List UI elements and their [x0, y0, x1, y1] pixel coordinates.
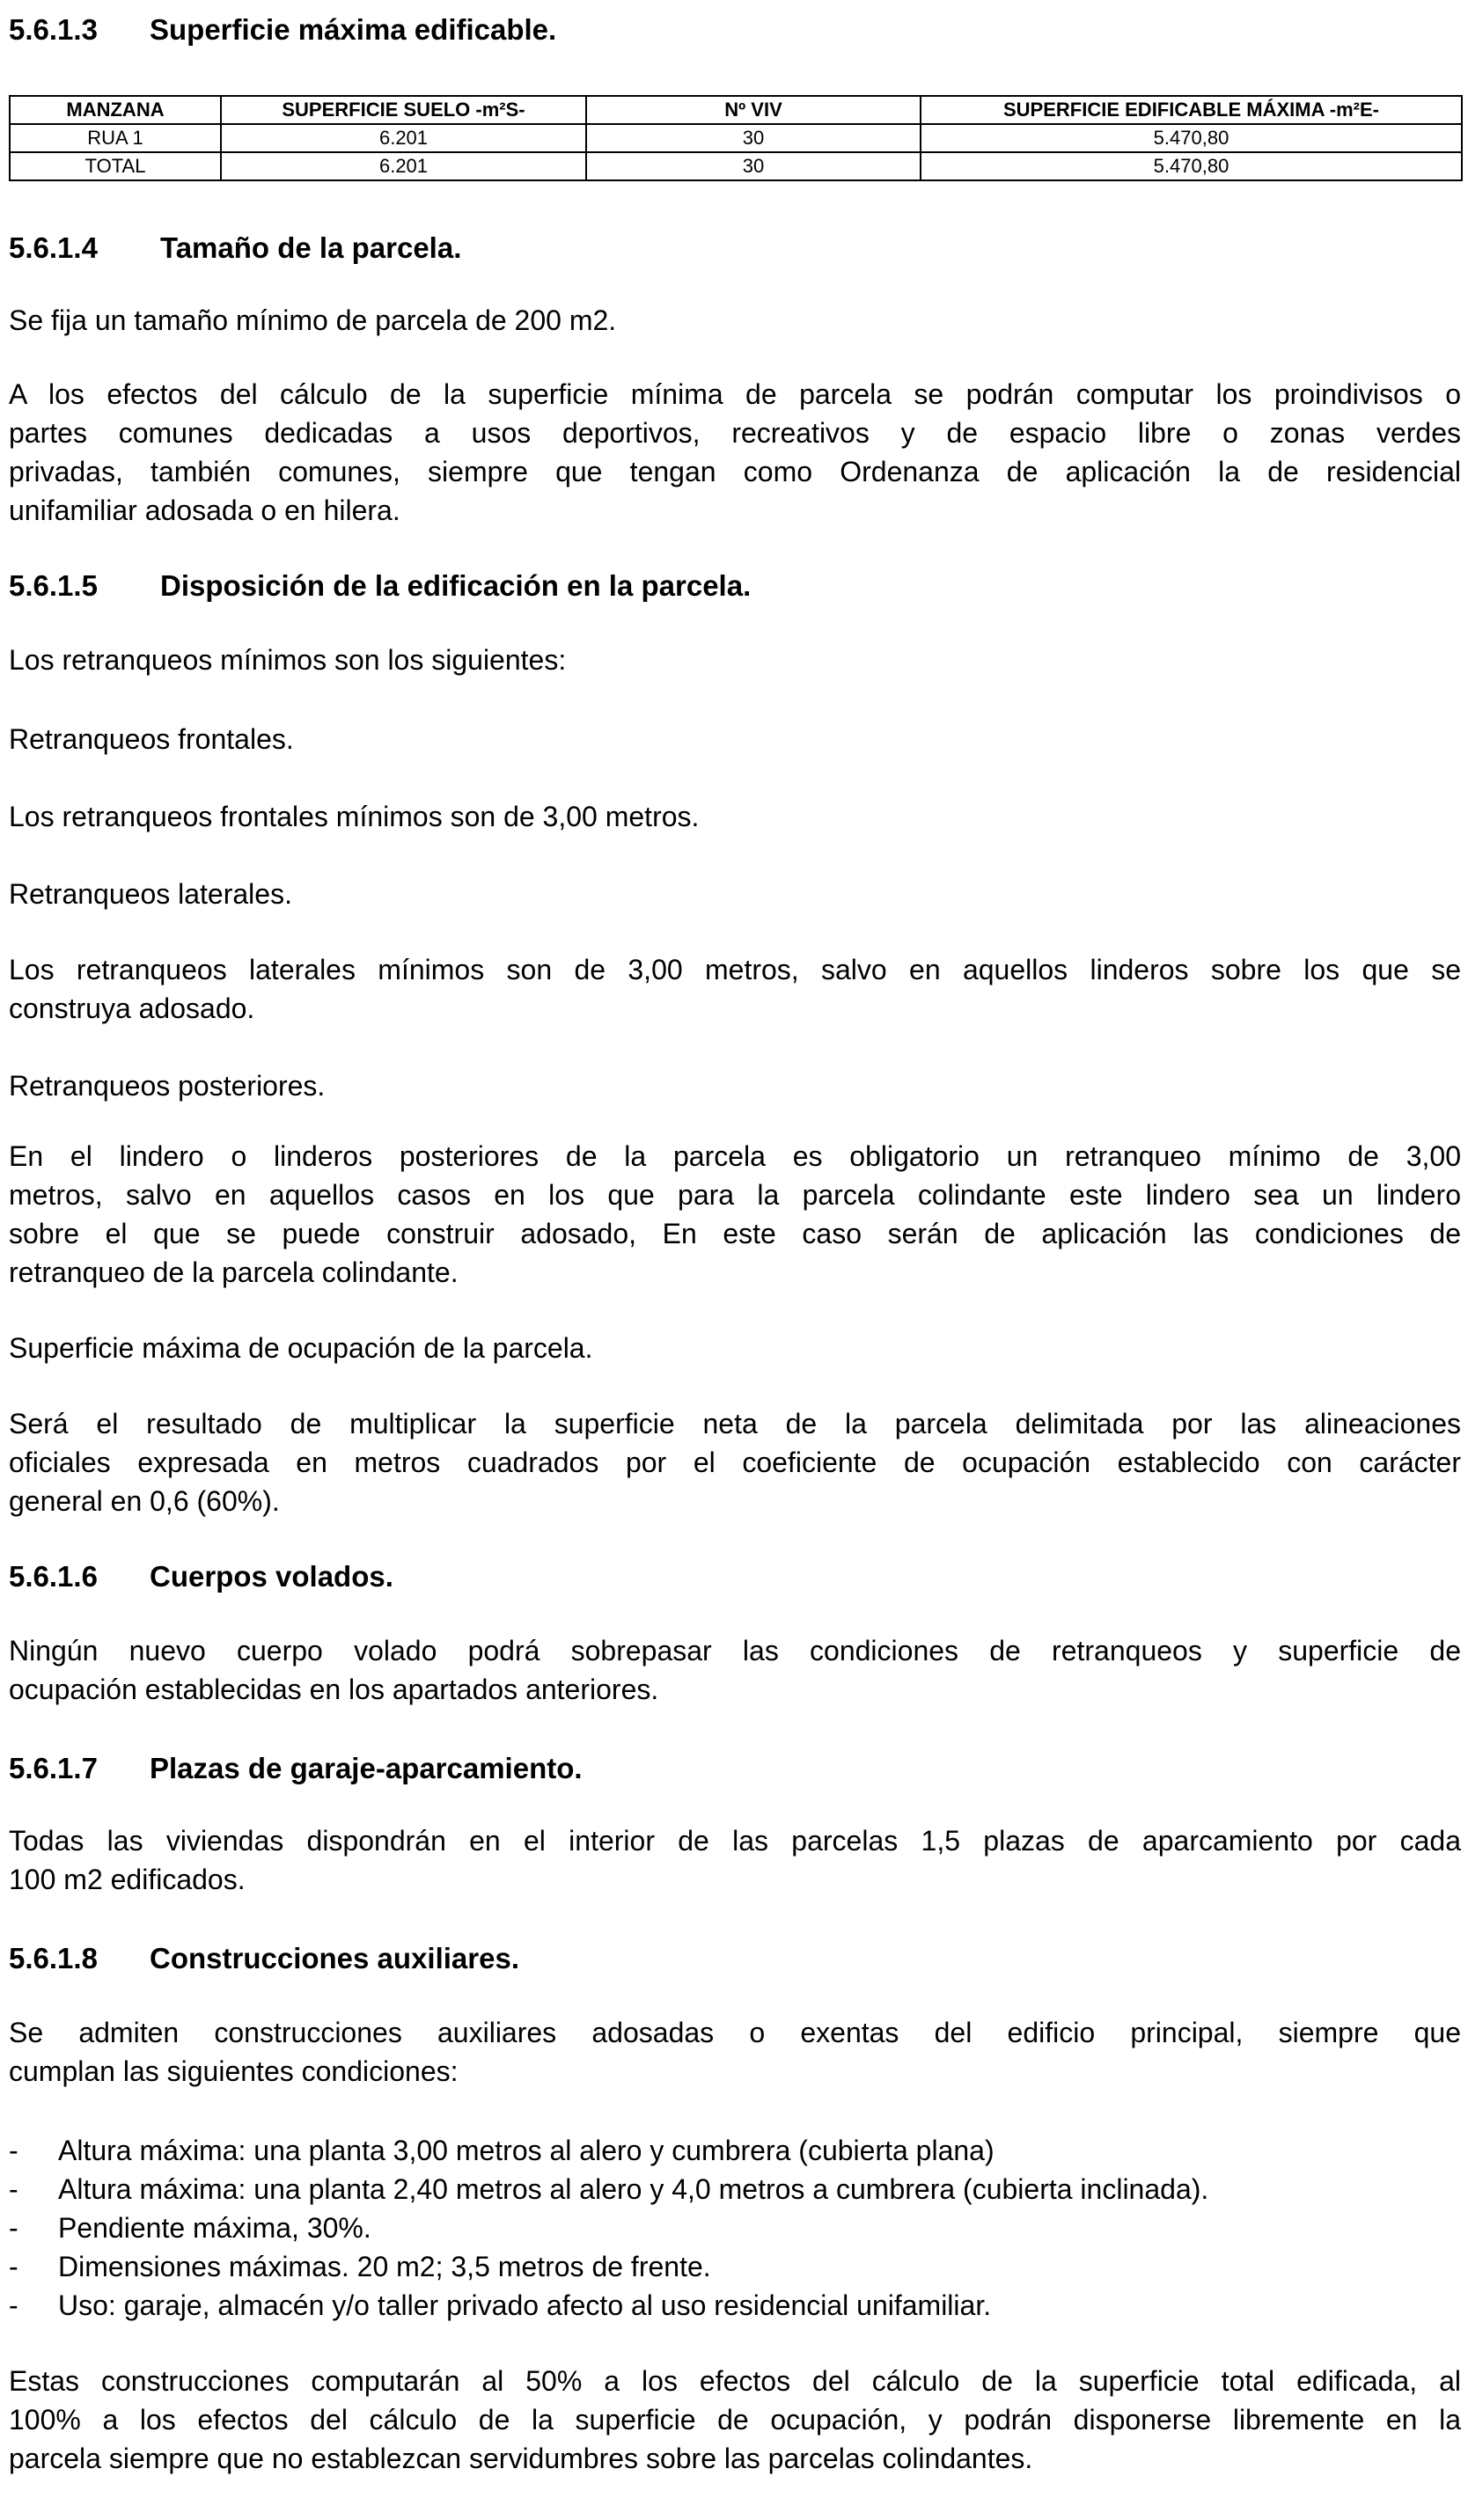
- text-line: privadas, también comunes, siempre que tengan como Ordenanza de aplicación la de residencial: [9, 456, 1461, 487]
- list-item-text: Altura máxima: una planta 3,00 metros al alero y cumbrera (cubierta plana): [58, 2135, 995, 2166]
- text-line: metros, salvo en aquellos casos en los que para la parcela colindante este lindero sea un lindero: [9, 1179, 1461, 1211]
- paragraph: [9, 1137, 1461, 1292]
- text-line: 100% a los efectos del cálculo de la superficie de ocupación, y podrán disponerse libremente en la: [9, 2404, 1461, 2436]
- list-item-text: Altura máxima: una planta 2,40 metros al alero y 4,0 metros a cumbrera (cubierta inclinada).: [58, 2173, 1209, 2205]
- text-line: Los retranqueos laterales mínimos son de 3,00 metros, salvo en aquellos linderos sobre los que se: [9, 954, 1461, 985]
- table-cell: 6.201: [221, 152, 586, 180]
- text-line: unifamiliar adosada o en hilera.: [9, 494, 400, 526]
- text-line: Ningún nuevo cuerpo volado podrá sobrepasar las condiciones de retranqueos y superficie de: [9, 1635, 1461, 1667]
- table-header-row: [10, 96, 1462, 124]
- text-line: general en 0,6 (60%).: [9, 1485, 280, 1517]
- heading-title: Disposición de la edificación en la parcela.: [160, 569, 752, 602]
- heading-5-6-1-5: [9, 568, 751, 604]
- text-line: construya adosado.: [9, 993, 255, 1024]
- heading-title: Plazas de garaje-aparcamiento.: [150, 1752, 583, 1784]
- table-cell: 30: [586, 124, 921, 152]
- list-item-text: Uso: garaje, almacén y/o taller privado afecto al uso residencial unifamiliar.: [58, 2289, 992, 2321]
- paragraph: [9, 1066, 1461, 1105]
- paragraph: [9, 797, 1461, 836]
- bullet-dash: -: [9, 2173, 18, 2205]
- heading-title: Superficie máxima edificable.: [150, 13, 557, 46]
- surface-table: [9, 95, 1463, 181]
- paragraph: [9, 1821, 1461, 1899]
- table-row: [10, 152, 1462, 180]
- bullet-dash: -: [9, 2289, 18, 2321]
- heading-5-6-1-3: [9, 12, 556, 48]
- text-line: ocupación establecidas en los apartados anteriores.: [9, 1674, 659, 1705]
- list-item: [9, 2131, 1461, 2170]
- table-row: [10, 124, 1462, 152]
- paragraph: [9, 301, 1461, 340]
- text-line: 100 m2 edificados.: [9, 1864, 246, 1895]
- heading-title: Tamaño de la parcela.: [160, 231, 462, 264]
- paragraph: [9, 720, 1461, 758]
- paragraph: [9, 1404, 1461, 1520]
- text-line: retranqueo de la parcela colindante.: [9, 1256, 459, 1288]
- bullet-dash: -: [9, 2135, 18, 2166]
- paragraph: [9, 1631, 1461, 1709]
- heading-title: Cuerpos volados.: [150, 1560, 393, 1593]
- text-line: Todas las viviendas dispondrán en el interior de las parcelas 1,5 plazas de aparcamiento por cada: [9, 1825, 1461, 1857]
- list-item-text: Pendiente máxima, 30%.: [58, 2212, 371, 2244]
- heading-number: 5.6.1.8: [9, 1942, 98, 1974]
- heading-number: 5.6.1.4: [9, 231, 98, 264]
- heading-5-6-1-6: [9, 1559, 393, 1594]
- text-line: Estas construcciones computarán al 50% a los efectos del cálculo de la superficie total edificada, al: [9, 2365, 1461, 2397]
- text-line: oficiales expresada en metros cuadrados por el coeficiente de ocupación establecido con carácter: [9, 1447, 1461, 1478]
- table-cell: 30: [586, 152, 921, 180]
- heading-number: 5.6.1.5: [9, 569, 98, 602]
- list-item: [9, 2286, 1461, 2325]
- table-header-cell: MANZANA: [10, 96, 221, 124]
- text-line: En el lindero o linderos posteriores de la parcela es obligatorio un retranqueo mínimo de 3,00: [9, 1140, 1461, 1172]
- list-item: [9, 2247, 1461, 2286]
- table-cell: 5.470,80: [921, 152, 1462, 180]
- heading-5-6-1-7: [9, 1751, 583, 1786]
- text-line: Se fija un tamaño mínimo de parcela de 200 m2.: [9, 304, 617, 336]
- text-line: Superficie máxima de ocupación de la parcela.: [9, 1332, 593, 1364]
- table-cell: RUA 1: [10, 124, 221, 152]
- table-cell: 6.201: [221, 124, 586, 152]
- heading-title: Construcciones auxiliares.: [150, 1942, 519, 1974]
- heading-number: 5.6.1.3: [9, 13, 98, 46]
- conditions-list: [9, 2131, 1461, 2325]
- paragraph: [9, 875, 1461, 913]
- text-line: Los retranqueos mínimos son los siguientes:: [9, 644, 567, 676]
- list-item: [9, 2170, 1461, 2209]
- table-header-cell: Nº VIV: [586, 96, 921, 124]
- bullet-dash: -: [9, 2212, 18, 2244]
- paragraph: [9, 2362, 1461, 2478]
- heading-5-6-1-4: [9, 231, 461, 266]
- bullet-dash: -: [9, 2251, 18, 2282]
- text-line: Retranqueos laterales.: [9, 878, 292, 910]
- table-cell: 5.470,80: [921, 124, 1462, 152]
- table-header-cell: SUPERFICIE SUELO -m²S-: [221, 96, 586, 124]
- text-line: Retranqueos posteriores.: [9, 1070, 326, 1102]
- paragraph: [9, 375, 1461, 530]
- text-line: A los efectos del cálculo de la superficie mínima de parcela se podrán computar los proindivisos o: [9, 378, 1461, 410]
- table-header-cell: SUPERFICIE EDIFICABLE MÁXIMA -m²E-: [921, 96, 1462, 124]
- heading-number: 5.6.1.7: [9, 1752, 98, 1784]
- text-line: parcela siempre que no establezcan servidumbres sobre las parcelas colindantes.: [9, 2443, 1033, 2474]
- heading-5-6-1-8: [9, 1941, 519, 1976]
- paragraph: [9, 641, 1461, 679]
- text-line: sobre el que se puede construir adosado, En este caso serán de aplicación las condiciones de: [9, 1218, 1461, 1249]
- paragraph: [9, 1329, 1461, 1367]
- table-cell: TOTAL: [10, 152, 221, 180]
- heading-number: 5.6.1.6: [9, 1560, 98, 1593]
- text-line: Será el resultado de multiplicar la superficie neta de la parcela delimitada por las alineaciones: [9, 1408, 1461, 1439]
- text-line: Los retranqueos frontales mínimos son de 3,00 metros.: [9, 801, 700, 832]
- paragraph: [9, 2013, 1461, 2091]
- text-line: Se admiten construcciones auxiliares adosadas o exentas del edificio principal, siempre que: [9, 2017, 1461, 2048]
- text-line: cumplan las siguientes condiciones:: [9, 2055, 459, 2087]
- text-line: Retranqueos frontales.: [9, 723, 294, 755]
- text-line: partes comunes dedicadas a usos deportivos, recreativos y de espacio libre o zonas verdes: [9, 417, 1461, 449]
- list-item-text: Dimensiones máximas. 20 m2; 3,5 metros de frente.: [58, 2251, 711, 2282]
- paragraph: [9, 950, 1461, 1028]
- list-item: [9, 2209, 1461, 2247]
